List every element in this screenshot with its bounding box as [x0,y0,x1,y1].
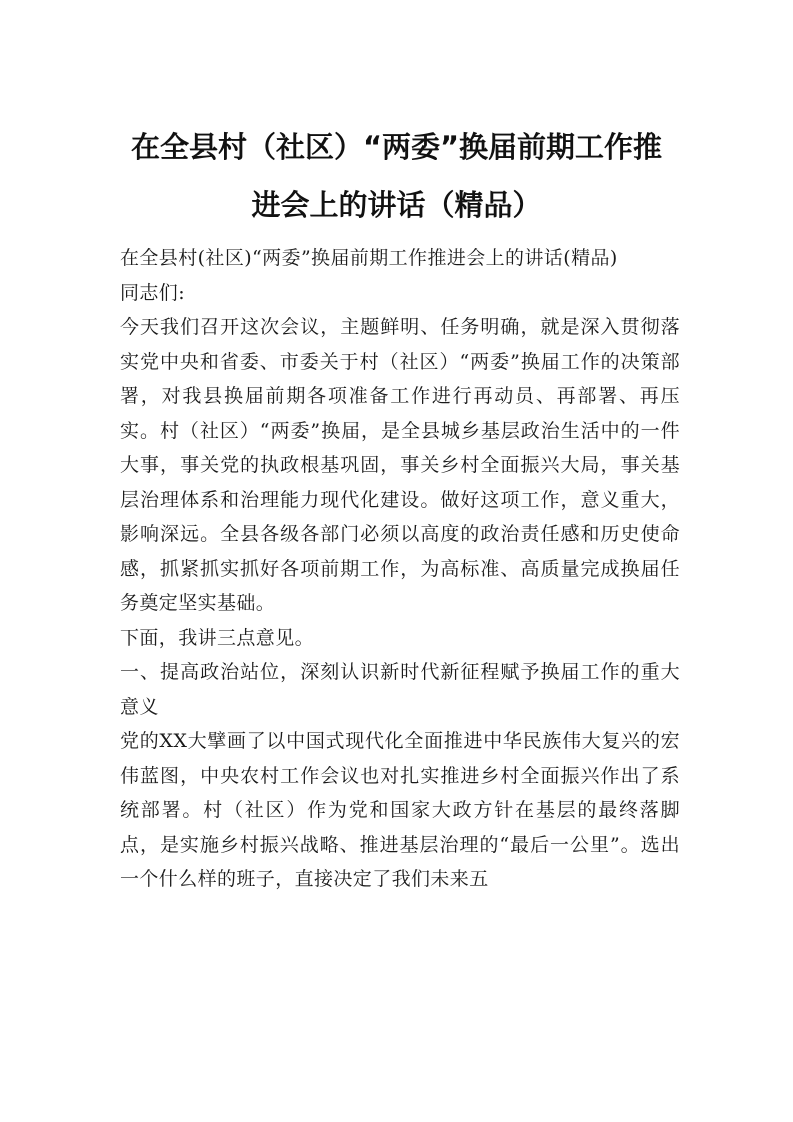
document-body [120,241,680,897]
paragraph-subtitle: 在全县村(社区)“两委”换届前期工作推进会上的讲话(精品) [120,247,618,269]
title-line-1: 在全县村（社区）“两委”换届前期工作推 [130,130,663,164]
title-line-2: 进会上的讲话（精品） [251,188,542,222]
paragraph-section-1: 党的XX大擘画了以中国式现代化全面推进中华民族伟大复兴的宏伟蓝图，中央农村工作会议也对扎实推进乡村全面振兴作出了系统部署。村（社区）作为党和国家大政方针在基层的最终落脚点，是实施乡村振兴战略、推进基层治理的“最后一公里”。选出一个什么样的班子，直接决定了我们未来五 [120,730,680,890]
document-title [100,118,693,234]
paragraph-transition: 下面，我讲三点意见。 [120,626,315,649]
paragraph-salutation: 同志们: [120,281,186,304]
section-heading-1: 一、提高政治站位，深刻认识新时代新征程赋予换届工作的重大意义 [120,661,680,718]
paragraph-intro: 今天我们召开这次会议，主题鲜明、任务明确，就是深入贯彻落实党中央和省委、市委关于村（社区）“两委”换届工作的决策部署，对我县换届前期各项准备工作进行再动员、再部署、再压实。村（社区）“两委”换届，是全县城乡基层政治生活中的一件大事，事关党的执政根基巩固，事关乡村全面振兴大局，事关基层治理体系和治理能力现代化建设。做好这项工作，意义重大，影响深远。全县各级各部门必须以高度的政治责任感和历史使命感，抓紧抓实抓好各项前期工作，为高标准、高质量完成换届任务奠定坚实基础。 [120,316,680,614]
